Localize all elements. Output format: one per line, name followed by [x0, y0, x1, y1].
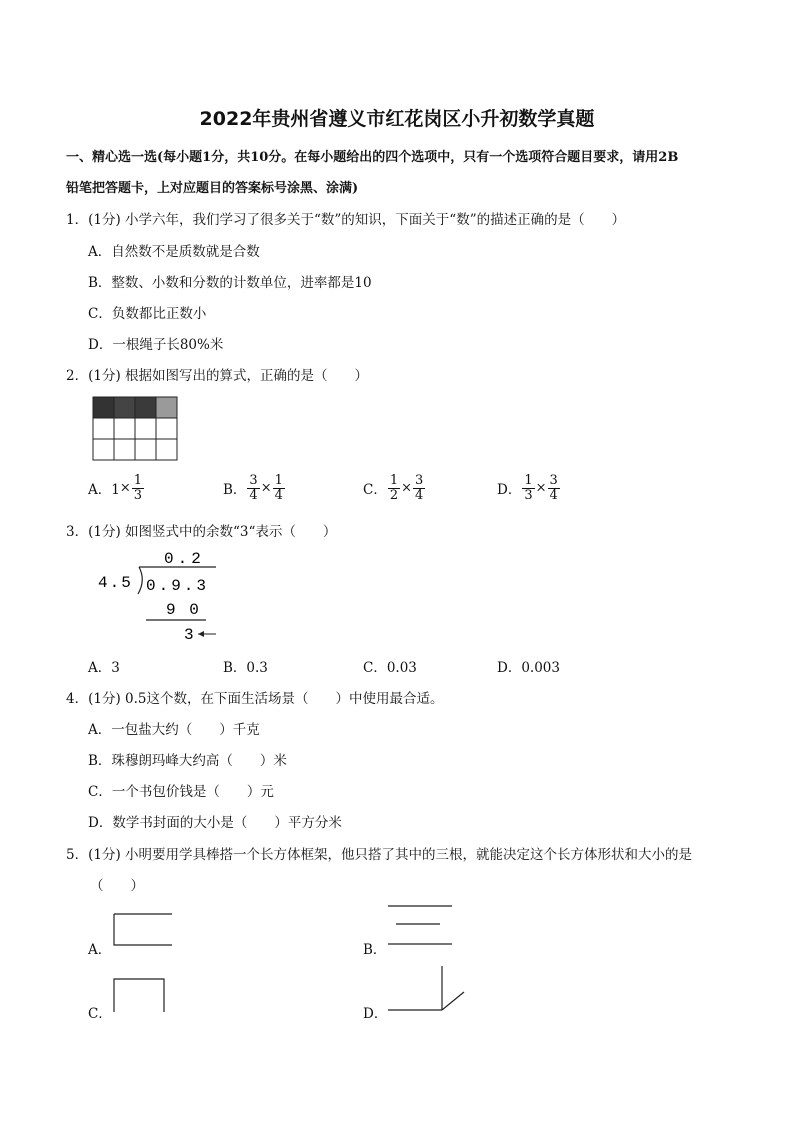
- fraction: $\frac{1}{4}$: [274, 473, 283, 503]
- question-3-option-b: B．0.3: [223, 660, 268, 676]
- division-divisor: 4.5: [98, 574, 133, 592]
- question-1-option-a: A．自然数不是质数就是合数: [88, 244, 260, 260]
- question-2-option-c: C． $\frac{1}{2}$ × $\frac{3}{4}$: [363, 473, 424, 503]
- question-5-option-b-label: B．: [363, 942, 387, 958]
- question-3-long-division-figure: [94, 544, 224, 644]
- grid-cell-shaded: [114, 397, 135, 418]
- question-5-option-d-label: D．: [363, 1006, 388, 1022]
- question-1-stem: 1．(1分) 小学六年，我们学习了很多关于“数”的知识，下面关于“数”的描述正确的是（ ）: [66, 212, 626, 228]
- question-4-stem: 4．(1分) 0.5这个数，在下面生活场景（ ）中使用最合适。: [66, 691, 444, 707]
- section-instructions-line2: 铅笔把答题卡，上对应题目的答案标号涂黑、涂满): [66, 181, 359, 196]
- question-5-option-a-figure: [112, 910, 174, 948]
- question-2-option-d: D． $\frac{1}{3}$ × $\frac{3}{4}$: [497, 473, 558, 503]
- page-title: 2022年贵州省遵义市红花岗区小升初数学真题: [199, 108, 595, 130]
- question-5-stem: 5．(1分) 小明要用学具棒搭一个长方体框架，他只搭了其中的三根，就能决定这个长方体形状和大小的是: [66, 847, 693, 863]
- grid-cell-shaded: [93, 397, 114, 418]
- question-3-stem: 3．(1分) 如图竖式中的余数“3“表示（ ）: [66, 524, 337, 540]
- fraction: $\frac{1}{2}$: [389, 473, 399, 503]
- division-quotient: 0.2: [164, 550, 205, 568]
- question-5-option-a-label: A．: [88, 942, 112, 958]
- fraction: $\frac{1}{3}$: [133, 473, 143, 503]
- question-3-option-a: A．3: [88, 660, 120, 676]
- question-1-option-b: B．整数、小数和分数的计数单位，进率都是10: [88, 275, 372, 291]
- question-4-option-b: B．珠穆朗玛峰大约高（ ）米: [88, 753, 287, 769]
- question-2-grid-figure: [92, 396, 180, 464]
- section-instructions-line1: 一、精心选一选(每小题1分，共10分。在每小题给出的四个选项中，只有一个选项符合题目要求，请用2B: [66, 150, 679, 165]
- question-2-option-a: A．1× $\frac{1}{3}$: [88, 473, 143, 503]
- grid-cell-shaded: [135, 397, 156, 418]
- question-5-option-d-figure: [386, 962, 468, 1014]
- arrow-left-icon: [198, 631, 216, 637]
- fraction: $\frac{3}{4}$: [249, 473, 258, 503]
- question-2-option-b: B． $\frac{3}{4}$ × $\frac{1}{4}$: [223, 473, 283, 503]
- question-4-option-c: C．一个书包价钱是（ ）元: [88, 784, 274, 800]
- question-5-option-b-figure: [386, 900, 458, 950]
- question-3-option-d: D．0.003: [497, 660, 560, 676]
- question-5-option-c-figure: [112, 976, 168, 1014]
- fraction: $\frac{3}{4}$: [415, 473, 424, 503]
- fraction: $\frac{3}{4}$: [549, 473, 558, 503]
- division-dividend: 0.9.3: [146, 577, 210, 595]
- division-product: 9 0: [166, 601, 201, 619]
- question-3-option-c: C．0.03: [363, 660, 417, 676]
- question-1-option-d: D．一根绳子长80%米: [88, 337, 224, 353]
- division-remainder: 3: [184, 626, 194, 644]
- question-5-stem-continued: （ ）: [90, 878, 144, 894]
- fraction: $\frac{1}{3}$: [524, 473, 533, 503]
- question-4-option-d: D．数学书封面的大小是（ ）平方分米: [88, 815, 342, 831]
- grid-cell-light: [156, 397, 177, 418]
- question-2-stem: 2．(1分) 根据如图写出的算式，正确的是（ ）: [66, 368, 369, 384]
- question-5-option-c-label: C．: [88, 1006, 112, 1022]
- question-1-option-c: C．负数都比正数小: [88, 306, 207, 322]
- question-4-option-a: A．一包盐大约（ ）千克: [88, 722, 260, 738]
